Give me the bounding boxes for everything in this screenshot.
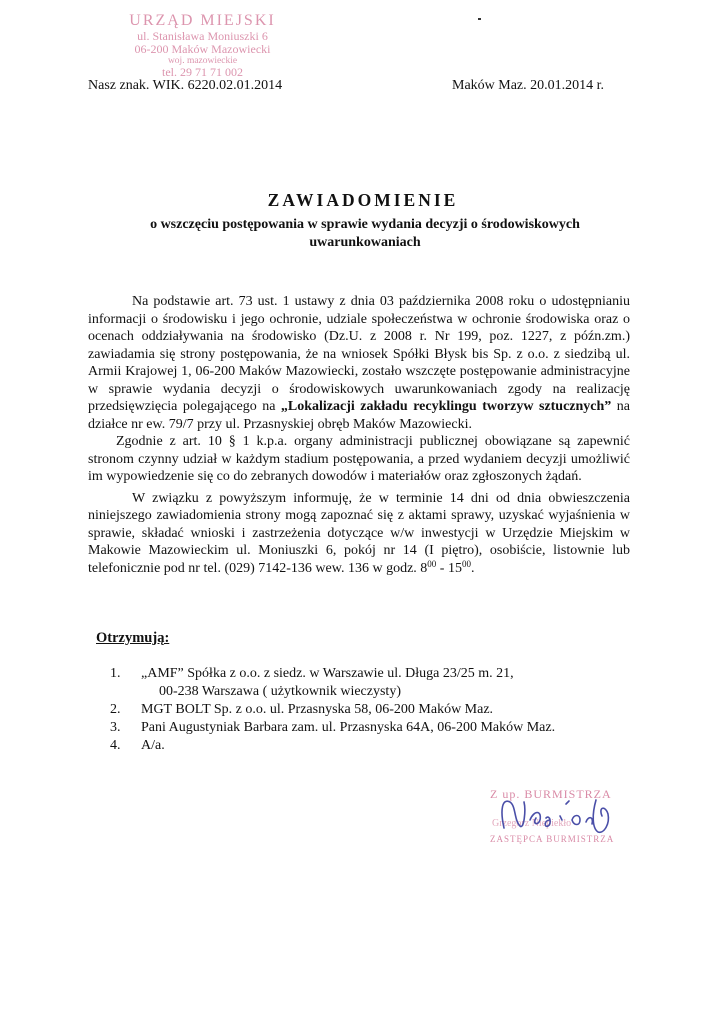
list-item-text: MGT BOLT Sp. z o.o. ul. Przasnyska 58, 06-200 Maków Maz. — [141, 702, 494, 717]
list-item — [110, 665, 630, 701]
hours-dash: - 15 — [436, 560, 462, 576]
document-title: ZAWIADOMIENIE — [267, 190, 459, 210]
paragraph-info — [88, 490, 630, 578]
paragraph-notice-text-b: na działce nr ew. 79/7 przy ul. Przasnyskiej obręb Maków Mazowiecki. — [88, 399, 631, 432]
paragraph-notice-text-a: Na podstawie art. 73 ust. 1 ustawy z dnia 03 października 2008 roku o udostępnianiu informacji o środowisku i jego ochronie, udziale społeczeństwa w ochronie środowiska oraz o ocenach oddziaływania na środowisko (Dz.U. z 2008 r. Nr 199, poz. 1227, z późn.zm.) zawiadamia się strony postępowania, że na wniosek Spółki Błysk bis Sp. z o.o. z siedzibą ul. Armii Krajowej 1, 06-200 Maków Mazowiecki, zostało wszczęte postępowanie administracyjne w sprawie wydania decyzji o środowiskowych uwarunkowaniach zgody na realizację przedsięwzięcia polegającego na — [88, 294, 630, 414]
list-item — [110, 719, 630, 737]
list-item-number: 3. — [110, 720, 121, 735]
paragraph-info-text: W związku z powyższym informuję, że w terminie 14 dni od dnia obwieszczenia niniejszego zawiadomienia strony mogą zapoznać się z aktami sprawy, uzyskać wyjaśnienia w sprawie, składać wnioski i zastrzeżenia dotyczące w/w inwestycji w Urzędzie Miejskim w Makowie Mazowieckim ul. Moniuszki 6, pokój nr 14 (I piętro), osobiście, listownie lub telefonicznie pod nr tel. (029) 7142-136 wew. 136 w godz. 8 — [88, 490, 630, 576]
signature-stamp — [480, 780, 640, 860]
list-item-number: 4. — [110, 738, 121, 753]
signature-stamp-line-authority: Z up. BURMISTRZA — [490, 787, 612, 801]
stamp-line-phone: tel. 29 71 71 002 — [162, 65, 243, 80]
document-subtitle: o wszczęciu postępowania w sprawie wydania decyzji o środowiskowych uwarunkowaniach — [150, 217, 580, 250]
list-item-number: 2. — [110, 702, 121, 717]
list-item-text: Pani Augustyniak Barbara zam. ul. Przasnyska 64A, 06-200 Maków Maz. — [141, 720, 556, 735]
list-item-text: „AMF” Spółka z o.o. z siedz. w Warszawie ul. Długa 23/25 m. 21, — [141, 666, 514, 681]
list-item — [110, 737, 630, 755]
hours-start-superscript: 00 — [427, 558, 437, 569]
office-stamp — [100, 12, 305, 80]
recipients-heading: Otrzymują: — [96, 630, 170, 646]
ink-dot — [478, 18, 481, 20]
reference-number: Nasz znak. WIK. 6220.02.01.2014 — [88, 78, 283, 93]
place-and-date: Maków Maz. 20.01.2014 r. — [452, 78, 605, 93]
project-name: „Lokalizacji zakładu recyklingu tworzyw sztucznych” — [280, 399, 612, 414]
list-item-number: 1. — [110, 666, 121, 681]
hours-end-superscript: 00 — [461, 558, 471, 569]
document-body — [88, 293, 630, 577]
list-item — [110, 701, 630, 719]
signature-stamp-line-title: ZASTĘPCA BURMISTRZA — [490, 834, 615, 844]
list-item-text-continued: 00-238 Warszawa ( użytkownik wieczysty) — [159, 684, 401, 699]
stamp-line-region: woj. mazowieckie — [167, 55, 238, 66]
recipients-list — [110, 665, 630, 755]
stamp-line-street: ul. Stanisława Moniuszki 6 — [137, 28, 268, 43]
list-item-text: A/a. — [141, 738, 165, 753]
paragraph-kpa: Zgodnie z art. 10 § 1 k.p.a. organy administracji publicznej obowiązane są zapewnić stronom czynny udział w każdym stadium postępowania, a przed wydaniem decyzji umożliwić im wypowiedzenie się co do zebranych dowodów i materiałów oraz zgłoszonych żądań. — [88, 434, 630, 484]
stamp-line-office: URZĄD MIEJSKI — [129, 12, 276, 29]
paragraph-info-end: . — [470, 560, 475, 576]
signature-stamp-line-name: Grzegorz Niepiekło — [492, 818, 572, 829]
paragraph-notice — [88, 293, 630, 433]
stamp-line-city: 06-200 Maków Mazowiecki — [134, 41, 271, 56]
